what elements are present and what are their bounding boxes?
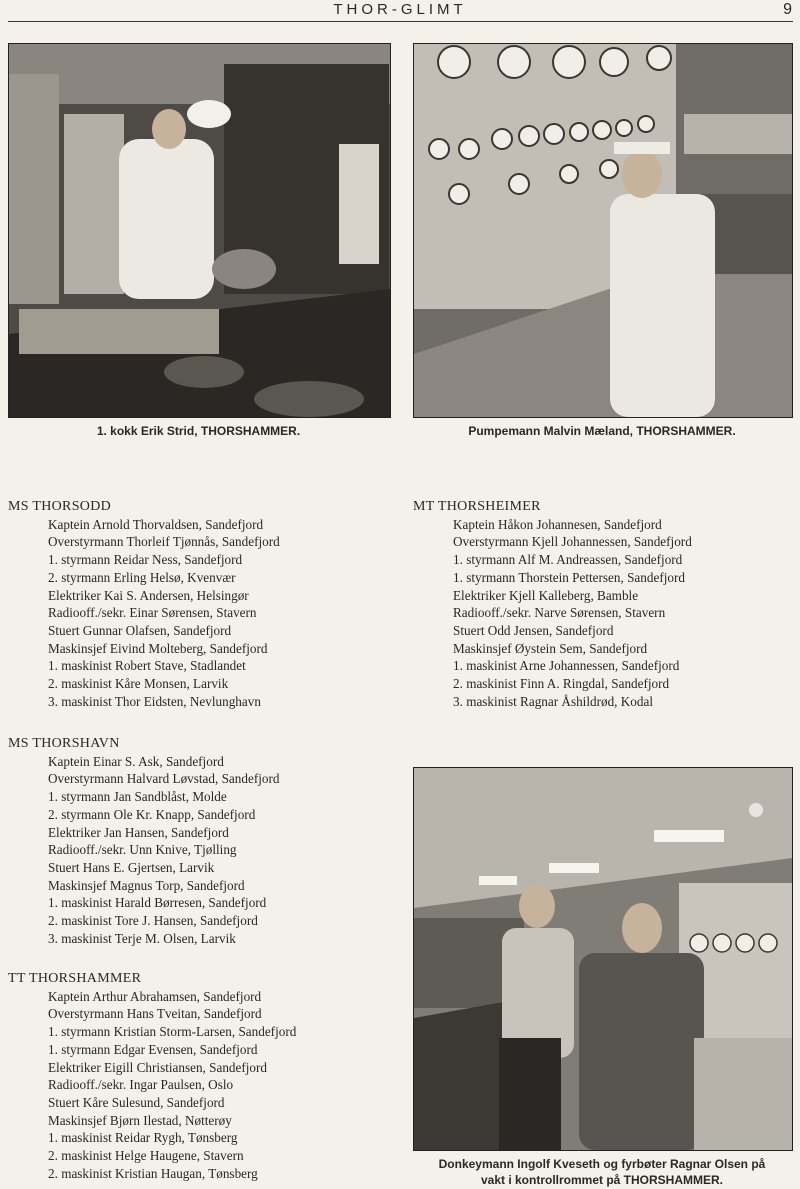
- crew-list-thorshavn: [8, 735, 279, 947]
- crew-member: 2. maskinist Helge Haugene, Stavern: [48, 1148, 244, 1164]
- crew-member: Maskinsjef Øystein Sem, Sandefjord: [453, 640, 648, 656]
- crew-member: Overstyrmann Kjell Johannessen, Sandefjord: [453, 534, 692, 550]
- crew-member: Stuert Hans E. Gjertsen, Larvik: [48, 859, 215, 875]
- crew-member: 1. styrmann Kristian Storm-Larsen, Sandefjord: [48, 1024, 297, 1040]
- crew-member: Elektriker Jan Hansen, Sandefjord: [48, 824, 229, 840]
- crew-member: Radiooff./sekr. Einar Sørensen, Stavern: [48, 605, 257, 621]
- crew-member: Maskinsjef Eivind Molteberg, Sandefjord: [48, 640, 268, 656]
- crew-member: 2. maskinist Kåre Monsen, Larvik: [48, 676, 229, 692]
- crew-member: 2. maskinist Finn A. Ringdal, Sandefjord: [453, 676, 670, 692]
- crew-list-thorsodd: [8, 498, 280, 710]
- crew-member: 1. styrmann Reidar Ness, Sandefjord: [48, 552, 243, 568]
- crew-member: 3. maskinist Thor Eidsten, Nevlunghavn: [48, 693, 261, 709]
- crew-member: 3. maskinist Ragnar Åshildrød, Kodal: [453, 693, 653, 709]
- crew-member: Kaptein Håkon Johannesen, Sandefjord: [453, 516, 662, 532]
- crew-member: Overstyrmann Hans Tveitan, Sandefjord: [48, 1006, 262, 1022]
- crew-member: 1. styrmann Thorstein Pettersen, Sandefjord: [453, 569, 685, 585]
- photo-pumpman-at-panel: [413, 43, 793, 418]
- crew-member: Kaptein Einar S. Ask, Sandefjord: [48, 753, 224, 769]
- ship-name: MS THORSODD: [8, 499, 112, 514]
- crew-member: Maskinsjef Bjørn Ilestad, Nøtterøy: [48, 1112, 232, 1128]
- crew-member: Kaptein Arnold Thorvaldsen, Sandefjord: [48, 516, 264, 532]
- crew-member: Stuert Kåre Sulesund, Sandefjord: [48, 1094, 225, 1110]
- caption-control-room-line1: Donkeymann Ingolf Kveseth og fyrbøter Ragnar Olsen på: [438, 1157, 766, 1171]
- magazine-title: THOR-GLIMT: [333, 1, 467, 18]
- crew-list-thorshammer: [8, 970, 296, 1182]
- crew-member: 1. maskinist Harald Børresen, Sandefjord: [48, 895, 267, 911]
- crew-member: Overstyrmann Thorleif Tjønnås, Sandefjord: [48, 534, 280, 550]
- crew-member: 1. maskinist Reidar Rygh, Tønsberg: [48, 1130, 238, 1146]
- photo-cook-in-galley: [8, 43, 391, 418]
- crew-member: 1. maskinist Robert Stave, Stadlandet: [48, 658, 246, 674]
- caption-control-room: [413, 1156, 791, 1188]
- crew-member: Maskinsjef Magnus Torp, Sandefjord: [48, 877, 245, 893]
- crew-member: 1. styrmann Alf M. Andreassen, Sandefjord: [453, 552, 683, 568]
- ship-name: MT THORSHEIMER: [413, 499, 541, 514]
- caption-pumpman: Pumpemann Malvin Mæland, THORSHAMMER.: [468, 424, 736, 438]
- crew-member: 2. maskinist Kristian Haugan, Tønsberg: [48, 1165, 258, 1181]
- crew-member: Elektriker Eigill Christiansen, Sandefjord: [48, 1059, 268, 1075]
- crew-member: 1. maskinist Arne Johannessen, Sandefjord: [453, 658, 680, 674]
- crew-member: Kaptein Arthur Abrahamsen, Sandefjord: [48, 988, 262, 1004]
- ship-name: TT THORSHAMMER: [8, 971, 142, 986]
- crew-member: 2. maskinist Tore J. Hansen, Sandefjord: [48, 913, 258, 929]
- page-number: 9: [783, 1, 792, 18]
- crew-member: Stuert Gunnar Olafsen, Sandefjord: [48, 622, 232, 638]
- crew-list-thorsheimer: [413, 498, 692, 710]
- crew-member: 3. maskinist Terje M. Olsen, Larvik: [48, 930, 236, 946]
- crew-member: 1. styrmann Jan Sandblåst, Molde: [48, 789, 227, 805]
- crew-member: 2. styrmann Ole Kr. Knapp, Sandefjord: [48, 806, 256, 822]
- crew-member: Elektriker Kjell Kalleberg, Bamble: [453, 587, 639, 603]
- crew-member: 1. styrmann Edgar Evensen, Sandefjord: [48, 1041, 258, 1057]
- crew-member: Stuert Odd Jensen, Sandefjord: [453, 622, 614, 638]
- photo-control-room: [413, 767, 793, 1151]
- caption-cook: 1. kokk Erik Strid, THORSHAMMER.: [96, 424, 301, 438]
- crew-member: Radiooff./sekr. Narve Sørensen, Stavern: [453, 605, 666, 621]
- crew-member: 2. styrmann Erling Helsø, Kvenvær: [48, 569, 236, 585]
- ship-name: MS THORSHAVN: [8, 736, 120, 751]
- crew-member: Radiooff./sekr. Unn Knive, Tjølling: [48, 842, 237, 858]
- header-rule: [8, 21, 793, 22]
- crew-member: Radiooff./sekr. Ingar Paulsen, Oslo: [48, 1077, 234, 1093]
- caption-control-room-line2: vakt i kontrollrommet på THORSHAMMER.: [480, 1173, 724, 1187]
- crew-member: Overstyrmann Halvard Løvstad, Sandefjord: [48, 771, 280, 787]
- crew-member: Elektriker Kai S. Andersen, Helsingør: [48, 587, 249, 603]
